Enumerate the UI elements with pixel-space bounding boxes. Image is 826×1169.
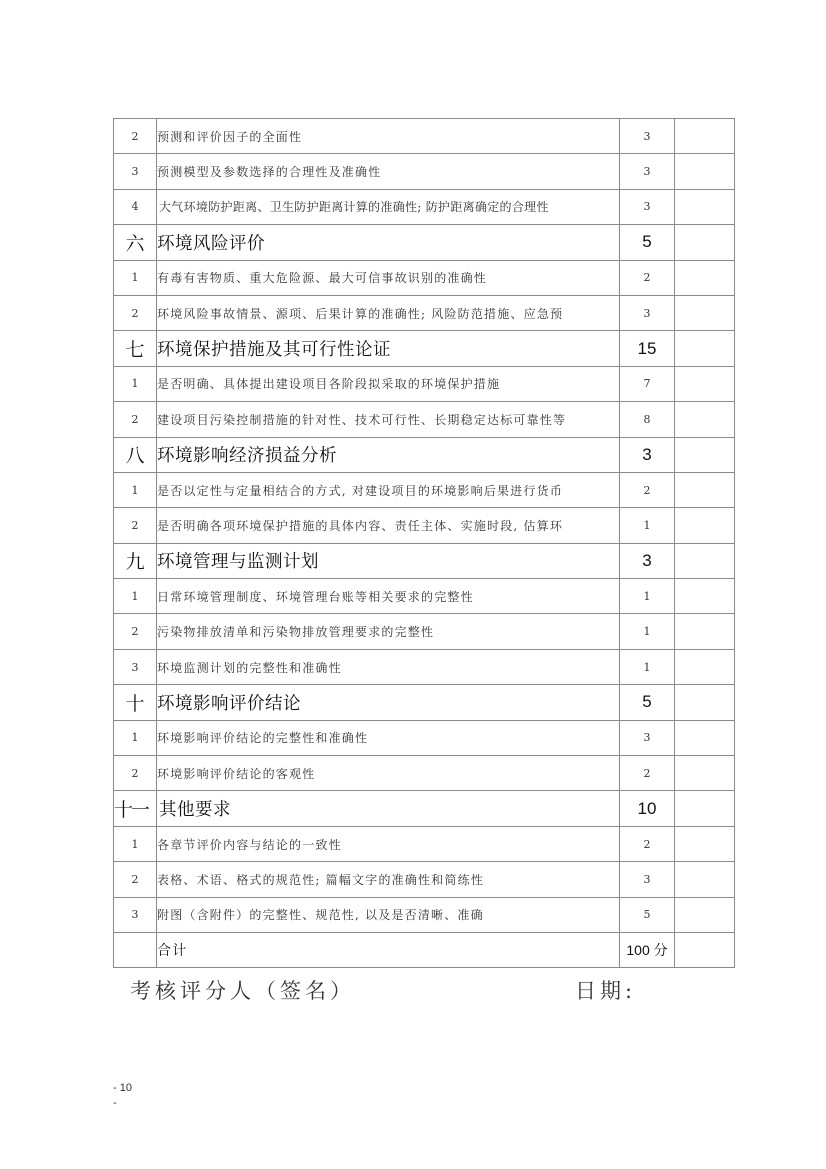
row-given-score (675, 119, 735, 154)
row-criterion: 环境影响经济损益分析 (157, 437, 620, 472)
row-score: 1 (620, 649, 675, 684)
table-row (114, 366, 735, 401)
row-given-score (675, 614, 735, 649)
row-criterion: 附图（含附件）的完整性、规范性, 以及是否清晰、准确 (157, 897, 620, 932)
row-given-score (675, 437, 735, 472)
row-number: 1 (114, 472, 157, 507)
row-number: 1 (114, 720, 157, 755)
row-criterion: 环境风险事故情景、源项、后果计算的准确性; 风险防范措施、应急预 (157, 295, 620, 330)
row-criterion: 环境影响评价结论的客观性 (157, 756, 620, 791)
row-given-score (675, 932, 735, 967)
row-given-score (675, 791, 735, 826)
row-score: 2 (620, 756, 675, 791)
row-given-score (675, 862, 735, 897)
row-given-score (675, 897, 735, 932)
row-given-score (675, 756, 735, 791)
table-row (114, 189, 735, 224)
row-score: 5 (620, 897, 675, 932)
row-score: 3 (620, 437, 675, 472)
row-number: 十 (114, 685, 157, 720)
table-row (114, 614, 735, 649)
row-criterion: 环境风险评价 (157, 225, 620, 260)
section-row (114, 543, 735, 578)
row-criterion: 大气环境防护距离、卫生防护距离计算的准确性; 防护距离确定的合理性 (157, 189, 620, 224)
table-row (114, 472, 735, 507)
table-row (114, 260, 735, 295)
table-row (114, 154, 735, 189)
date-label: 日期: (575, 979, 637, 1003)
row-criterion: 是否明确、具体提出建设项目各阶段拟采取的环境保护措施 (157, 366, 620, 401)
row-criterion: 预测和评价因子的全面性 (157, 119, 620, 154)
row-score: 1 (620, 614, 675, 649)
row-criterion: 各章节评价内容与结论的一致性 (157, 826, 620, 861)
row-score: 3 (620, 119, 675, 154)
section-row (114, 331, 735, 366)
row-number: 3 (114, 897, 157, 932)
row-number: 2 (114, 614, 157, 649)
row-criterion: 有毒有害物质、重大危险源、最大可信事故识别的准确性 (157, 260, 620, 295)
row-criterion: 环境管理与监测计划 (157, 543, 620, 578)
row-given-score (675, 225, 735, 260)
table-row (114, 862, 735, 897)
row-given-score (675, 366, 735, 401)
row-score: 10 (620, 791, 675, 826)
table-row (114, 119, 735, 154)
row-given-score (675, 402, 735, 437)
row-number: 六 (114, 225, 157, 260)
page-number-suffix: - (113, 1097, 117, 1109)
row-score: 100 分 (620, 932, 675, 967)
row-number: 2 (114, 295, 157, 330)
row-given-score (675, 508, 735, 543)
signer-label: 考核评分人（签名） (130, 979, 355, 1003)
section-row (114, 437, 735, 472)
row-number: 1 (114, 579, 157, 614)
row-score: 5 (620, 685, 675, 720)
row-given-score (675, 260, 735, 295)
row-criterion: 环境影响评价结论 (157, 685, 620, 720)
page-number-text: - 10 (113, 1082, 132, 1094)
row-number: 1 (114, 826, 157, 861)
row-criterion: 环境保护措施及其可行性论证 (157, 331, 620, 366)
table-row (114, 720, 735, 755)
scoring-table (113, 118, 735, 968)
row-number: 3 (114, 154, 157, 189)
row-given-score (675, 543, 735, 578)
row-criterion: 建设项目污染控制措施的针对性、技术可行性、长期稳定达标可靠性等 (157, 402, 620, 437)
row-criterion: 预测模型及参数选择的合理性及准确性 (157, 154, 620, 189)
row-given-score (675, 649, 735, 684)
table-row (114, 649, 735, 684)
row-given-score (675, 685, 735, 720)
row-criterion: 环境影响评价结论的完整性和准确性 (157, 720, 620, 755)
row-number: 八 (114, 437, 157, 472)
row-score: 3 (620, 720, 675, 755)
row-number: 1 (114, 366, 157, 401)
row-score: 1 (620, 579, 675, 614)
row-criterion: 是否明确各项环境保护措施的具体内容、责任主体、实施时段, 估算环 (157, 508, 620, 543)
page-number (113, 1081, 132, 1111)
row-criterion: 环境监测计划的完整性和准确性 (157, 649, 620, 684)
row-given-score (675, 579, 735, 614)
section-row (114, 225, 735, 260)
total-row (114, 932, 735, 967)
row-score: 5 (620, 225, 675, 260)
row-score: 8 (620, 402, 675, 437)
row-criterion: 日常环境管理制度、环境管理台账等相关要求的完整性 (157, 579, 620, 614)
table-row (114, 295, 735, 330)
row-score: 3 (620, 543, 675, 578)
row-given-score (675, 472, 735, 507)
row-criterion: 合计 (157, 932, 620, 967)
row-number: 十一 (114, 791, 157, 826)
row-number: 4 (114, 189, 157, 224)
row-number: 3 (114, 649, 157, 684)
row-given-score (675, 331, 735, 366)
row-number: 2 (114, 508, 157, 543)
row-criterion: 是否以定性与定量相结合的方式, 对建设项目的环境影响后果进行货币 (157, 472, 620, 507)
row-score: 2 (620, 826, 675, 861)
row-given-score (675, 154, 735, 189)
table-row (114, 756, 735, 791)
section-row (114, 791, 735, 826)
row-given-score (675, 720, 735, 755)
row-given-score (675, 826, 735, 861)
row-number: 七 (114, 331, 157, 366)
row-number: 2 (114, 402, 157, 437)
table-row (114, 826, 735, 861)
row-score: 3 (620, 154, 675, 189)
row-score: 15 (620, 331, 675, 366)
row-score: 2 (620, 472, 675, 507)
row-number: 1 (114, 260, 157, 295)
row-score: 2 (620, 260, 675, 295)
row-score: 3 (620, 862, 675, 897)
row-number (114, 932, 157, 967)
table-row (114, 508, 735, 543)
row-number: 2 (114, 862, 157, 897)
table-row (114, 579, 735, 614)
row-number: 九 (114, 543, 157, 578)
row-criterion: 污染物排放清单和污染物排放管理要求的完整性 (157, 614, 620, 649)
table-row (114, 897, 735, 932)
row-number: 2 (114, 119, 157, 154)
row-score: 3 (620, 295, 675, 330)
row-score: 1 (620, 508, 675, 543)
row-given-score (675, 295, 735, 330)
row-number: 2 (114, 756, 157, 791)
section-row (114, 685, 735, 720)
row-criterion: 其他要求 (157, 791, 620, 826)
row-score: 7 (620, 366, 675, 401)
row-given-score (675, 189, 735, 224)
table-row (114, 402, 735, 437)
row-score: 3 (620, 189, 675, 224)
row-criterion: 表格、术语、格式的规范性; 篇幅文字的准确性和简练性 (157, 862, 620, 897)
